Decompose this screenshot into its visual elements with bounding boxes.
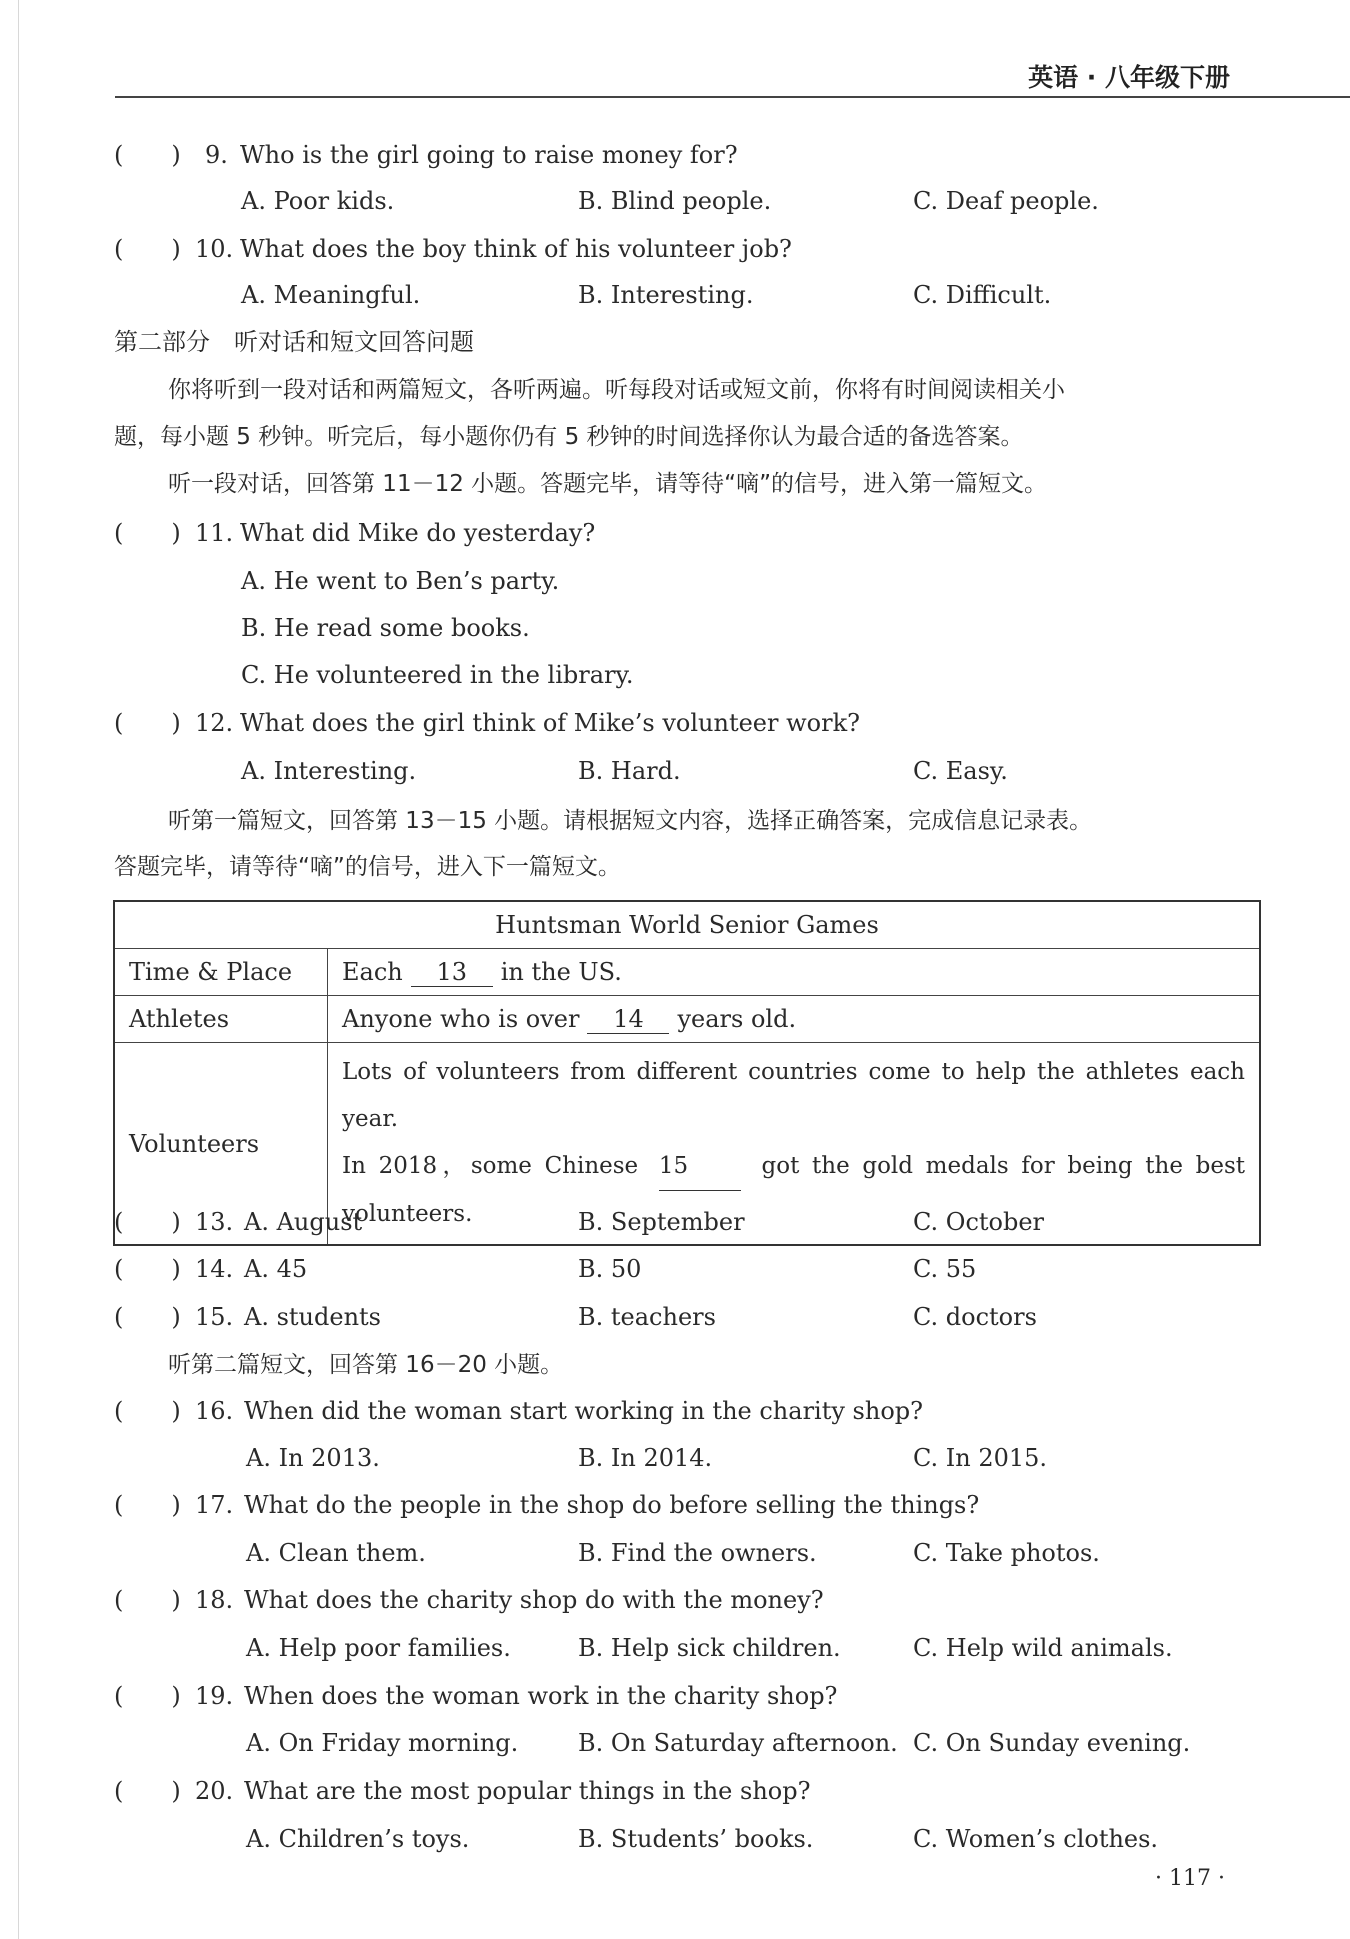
cell-text: Anyone who is over: [342, 1004, 580, 1033]
answer-bracket[interactable]: ( ): [114, 1208, 181, 1236]
section-title: 第二部分 听对话和短文回答问题: [114, 328, 474, 356]
passage2-instructions: 听第二篇短文，回答第 16－20 小题。: [168, 1352, 564, 1378]
option-c: C. Take photos.: [913, 1539, 1100, 1567]
blank-13[interactable]: 13: [411, 958, 493, 987]
option-c: C. 55: [913, 1255, 977, 1283]
cell-text: In 2018，some Chinese: [342, 1153, 639, 1179]
row-value-time-place: [328, 949, 1261, 996]
question-text: What does the girl think of Mike’s volunteer work?: [240, 709, 860, 737]
option-b: B. Blind people.: [578, 187, 772, 215]
answer-bracket[interactable]: ( ): [114, 519, 181, 547]
question-text: What does the charity shop do with the money?: [244, 1586, 824, 1614]
row-label-volunteers: Volunteers: [114, 1043, 328, 1246]
row-value-volunteers: [328, 1043, 1261, 1246]
cell-text: years old.: [677, 1004, 797, 1033]
option-b: B. Interesting.: [578, 281, 754, 309]
option-b: B. Hard.: [578, 757, 681, 785]
cell-text: in the US.: [500, 957, 622, 986]
blank-14[interactable]: 14: [587, 1005, 669, 1034]
option-c: C. Deaf people.: [913, 187, 1099, 215]
question-text: When does the woman work in the charity shop?: [244, 1682, 838, 1710]
answer-bracket[interactable]: ( ): [114, 709, 181, 737]
option-a: A. 45: [244, 1255, 308, 1283]
option-b: B. September: [578, 1208, 745, 1236]
question-number: 20.: [195, 1777, 234, 1805]
header-title: 英语 · 八年级下册: [1028, 63, 1230, 92]
option-b: B. Students’ books.: [578, 1825, 814, 1853]
answer-bracket[interactable]: ( ): [114, 235, 181, 263]
question-number: 14.: [195, 1255, 234, 1283]
passage1-instructions-line-2: 答题完毕，请等待“嘀”的信号，进入下一篇短文。: [114, 854, 621, 880]
option-a: A. Children’s toys.: [246, 1825, 470, 1853]
table-title: Huntsman World Senior Games: [114, 901, 1260, 949]
question-text: When did the woman start working in the charity shop?: [244, 1397, 924, 1425]
question-text: What does the boy think of his volunteer job?: [240, 235, 792, 263]
question-number: 11.: [195, 519, 234, 547]
cell-line-3: volunteers.: [342, 1201, 473, 1227]
passage1-instructions-line-1: 听第一篇短文，回答第 13－15 小题。请根据短文内容，选择正确答案，完成信息记录表。: [168, 808, 1093, 834]
answer-bracket[interactable]: ( ): [114, 1255, 181, 1283]
info-record-table: [113, 900, 1261, 1246]
option-c: C. October: [913, 1208, 1045, 1236]
row-label-time-place: Time & Place: [114, 949, 328, 996]
blank-15[interactable]: 15: [659, 1143, 741, 1191]
question-text: Who is the girl going to raise money for?: [240, 141, 738, 169]
page-number: · 117 ·: [1155, 1866, 1225, 1891]
answer-bracket[interactable]: ( ): [114, 1777, 181, 1805]
option-a: A. Interesting.: [241, 757, 417, 785]
option-a: A. Meaningful.: [241, 281, 421, 309]
question-text: What do the people in the shop do before selling the things?: [244, 1491, 980, 1519]
page-edge-line: [18, 0, 19, 1939]
row-value-athletes: [328, 996, 1261, 1043]
option-a: A. students: [244, 1303, 381, 1331]
option-a: A. In 2013.: [246, 1444, 380, 1472]
option-c: C. doctors: [913, 1303, 1037, 1331]
option-a: A. Poor kids.: [241, 187, 395, 215]
option-a: A. Help poor families.: [246, 1634, 511, 1662]
answer-bracket[interactable]: ( ): [114, 141, 181, 169]
instructions-line-2: 题，每小题 5 秒钟。听完后，每小题你仍有 5 秒钟的时间选择你认为最合适的备选答案。: [114, 424, 1024, 450]
question-number: 15.: [195, 1303, 234, 1331]
question-text: What are the most popular things in the shop?: [244, 1777, 811, 1805]
option-b: B. On Saturday afternoon.: [578, 1729, 898, 1757]
option-c: C. Difficult.: [913, 281, 1052, 309]
question-number: 17.: [195, 1491, 234, 1519]
option-c: C. Help wild animals.: [913, 1634, 1173, 1662]
question-text: What did Mike do yesterday?: [240, 519, 596, 547]
cell-line-2: [342, 1143, 1245, 1191]
option-b: B. He read some books.: [241, 614, 530, 642]
option-b: B. 50: [578, 1255, 642, 1283]
cell-line-1: Lots of volunteers from different countries come to help the athletes each year.: [342, 1059, 1245, 1132]
question-number: 9.: [205, 141, 228, 169]
cell-text: Each: [342, 957, 403, 986]
answer-bracket[interactable]: ( ): [114, 1586, 181, 1614]
question-number: 16.: [195, 1397, 234, 1425]
answer-bracket[interactable]: ( ): [114, 1397, 181, 1425]
answer-bracket[interactable]: ( ): [114, 1491, 181, 1519]
option-c: C. Easy.: [913, 757, 1008, 785]
answer-bracket[interactable]: ( ): [114, 1303, 181, 1331]
option-b: B. In 2014.: [578, 1444, 713, 1472]
question-number: 10.: [195, 235, 234, 263]
option-c: C. In 2015.: [913, 1444, 1048, 1472]
header-rule: [115, 96, 1350, 98]
row-label-athletes: Athletes: [114, 996, 328, 1043]
question-number: 12.: [195, 709, 234, 737]
option-a: A. August: [244, 1208, 363, 1236]
option-c: C. Women’s clothes.: [913, 1825, 1159, 1853]
option-b: B. Help sick children.: [578, 1634, 841, 1662]
instructions-line-1: 你将听到一段对话和两篇短文，各听两遍。听每段对话或短文前，你将有时间阅读相关小: [168, 377, 1065, 403]
answer-bracket[interactable]: ( ): [114, 1682, 181, 1710]
cell-text: got the gold medals for being the best: [761, 1153, 1246, 1179]
option-a: A. On Friday morning.: [246, 1729, 519, 1757]
question-number: 13.: [195, 1208, 234, 1236]
dialog-instructions: 听一段对话，回答第 11－12 小题。答题完毕，请等待“嘀”的信号，进入第一篇短文。: [168, 471, 1047, 497]
option-b: B. Find the owners.: [578, 1539, 817, 1567]
option-b: B. teachers: [578, 1303, 716, 1331]
option-a: A. He went to Ben’s party.: [241, 567, 560, 595]
option-a: A. Clean them.: [246, 1539, 426, 1567]
option-c: C. He volunteered in the library.: [241, 661, 634, 689]
question-number: 19.: [195, 1682, 234, 1710]
question-number: 18.: [195, 1586, 234, 1614]
option-c: C. On Sunday evening.: [913, 1729, 1191, 1757]
